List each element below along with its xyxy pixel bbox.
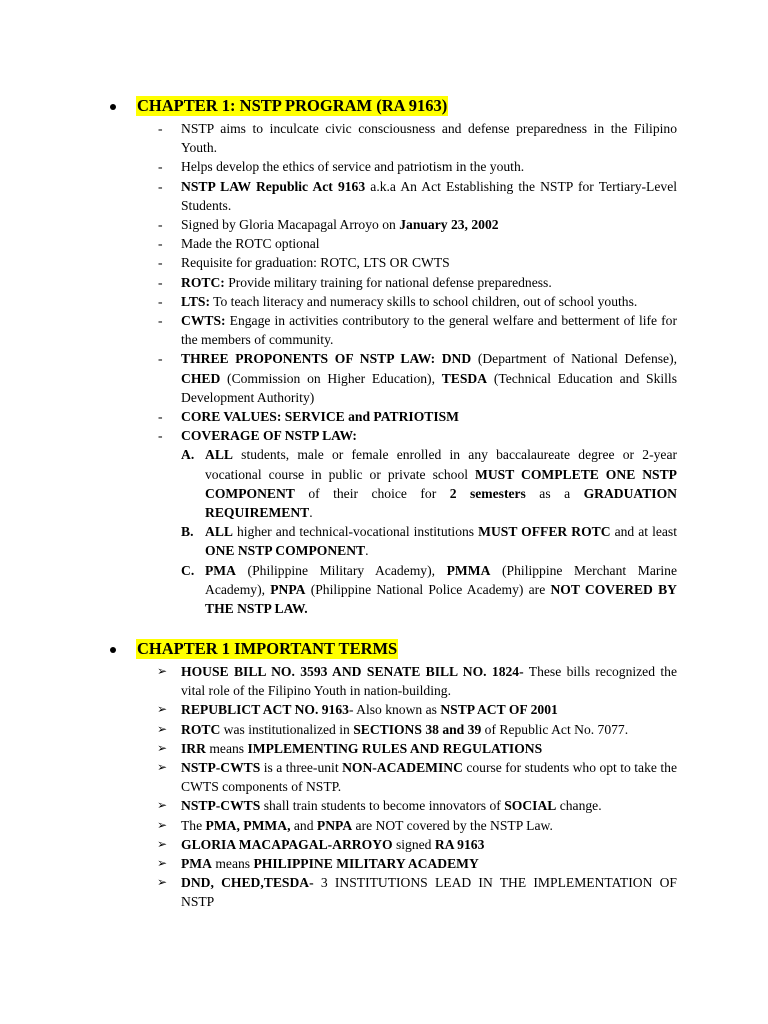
- term-item: [155, 739, 677, 758]
- list-item: [155, 157, 677, 176]
- text-run: course for students who opt to take the CWTS components of NSTP.: [181, 760, 677, 795]
- term-text: [181, 702, 558, 717]
- dash-bullet-icon: -: [158, 217, 163, 233]
- coverage-item: [181, 445, 677, 522]
- text-run: Requisite for graduation: ROTC, LTS OR CWTS: [181, 255, 450, 271]
- arrow-bullet-icon: ➢: [157, 664, 168, 678]
- bold-text: ALL: [205, 524, 233, 540]
- text-run: was institutionalized in: [220, 721, 354, 737]
- term-item: [155, 796, 677, 815]
- bold-text: DND, CHED,TESDA-: [181, 875, 314, 891]
- bold-text: CWTS:: [181, 313, 226, 329]
- dash-bullet-icon: -: [158, 428, 163, 444]
- bold-text: PMA: [205, 562, 236, 578]
- bullet-icon: [110, 647, 116, 653]
- coverage-text: [205, 447, 677, 520]
- bold-text: NSTP LAW Republic Act 9163: [181, 178, 366, 194]
- chapter-2-title: CHAPTER 1 IMPORTANT TERMS: [137, 639, 398, 658]
- text-run: - Also known as: [348, 702, 441, 718]
- list-item: [155, 253, 677, 272]
- coverage-text: [205, 524, 677, 558]
- bold-text: PMMA: [446, 562, 491, 578]
- bold-text: ROTC:: [181, 274, 225, 290]
- term-text: [181, 741, 542, 756]
- text-run: signed: [392, 836, 435, 852]
- text-run: change.: [556, 798, 602, 814]
- dash-bullet-icon: -: [158, 255, 163, 271]
- bold-text: IMPLEMENTING RULES AND REGULATIONS: [247, 740, 543, 756]
- bold-text: NOT COVERED BY THE NSTP LAW.: [205, 581, 677, 617]
- text-run: students, male or female enrolled in any baccalaureate degree or 2-year vocational course in public or private school: [205, 447, 677, 482]
- bold-text: ONE NSTP COMPONENT: [205, 543, 366, 559]
- coverage-letter: C.: [181, 562, 195, 578]
- text-run: are NOT covered by the NSTP Law.: [352, 817, 553, 833]
- bold-text: TESDA: [441, 370, 488, 386]
- text-run: (Philippine Merchant Marine Academy),: [205, 562, 678, 597]
- term-text: [181, 760, 677, 794]
- bold-text: NON-ACADEMINC: [342, 760, 463, 776]
- list-item: [155, 292, 677, 311]
- text-run: Made the ROTC optional: [181, 236, 320, 252]
- chapter-2-list: [155, 662, 677, 912]
- coverage-text: [205, 563, 677, 616]
- bold-text: NSTP-CWTS: [181, 760, 261, 776]
- list-item-text: [181, 428, 357, 443]
- bold-text: HOUSE BILL NO. 3593 AND SENATE BILL NO. 1824-: [181, 664, 524, 679]
- term-item: [155, 720, 677, 739]
- arrow-bullet-icon: ➢: [157, 856, 168, 871]
- term-item: [155, 816, 677, 835]
- dash-bullet-icon: -: [158, 274, 163, 290]
- text-run: (Commission on Higher Education),: [220, 370, 442, 386]
- term-item: [155, 873, 677, 911]
- list-item-text: [181, 313, 677, 347]
- text-run: .: [309, 505, 313, 521]
- list-item-text: [181, 179, 677, 213]
- bold-text: THREE PROPONENTS OF NSTP LAW: DND: [181, 351, 472, 367]
- term-text: [181, 837, 484, 852]
- text-run: (Department of National Defense),: [471, 351, 677, 367]
- term-item: [155, 835, 677, 854]
- dash-bullet-icon: -: [158, 409, 163, 425]
- text-run: is a three-unit: [260, 760, 343, 776]
- text-run: and: [290, 817, 317, 833]
- term-item: [155, 700, 677, 719]
- text-run: and at least: [610, 524, 677, 540]
- bullet-icon: [110, 104, 116, 110]
- arrow-bullet-icon: ➢: [157, 836, 168, 851]
- dash-bullet-icon: -: [158, 121, 163, 136]
- arrow-bullet-icon: ➢: [157, 875, 168, 890]
- bold-text: LTS:: [181, 293, 210, 309]
- term-item: [155, 662, 677, 700]
- text-run: The: [181, 817, 206, 833]
- term-text: [181, 798, 602, 813]
- coverage-item: [181, 522, 677, 560]
- bold-text: PNPA: [316, 817, 353, 833]
- list-item-text: [181, 294, 637, 309]
- list-item-text: [181, 409, 459, 424]
- coverage-letter: A.: [181, 447, 195, 463]
- bold-text: CORE VALUES: SERVICE and PATRIOTISM: [181, 409, 460, 425]
- bold-text: PMA, PMMA,: [205, 817, 291, 833]
- list-item: [155, 177, 677, 215]
- bold-text: SOCIAL: [504, 798, 557, 814]
- text-run: Signed by Gloria Macapagal Arroyo on: [181, 217, 400, 233]
- list-item: [155, 311, 677, 349]
- term-item: [155, 854, 677, 873]
- bold-text: SECTIONS 38 and 39: [353, 721, 482, 737]
- dash-bullet-icon: -: [158, 293, 163, 309]
- text-run: (Philippine National Police Academy) are: [305, 581, 551, 597]
- term-text: [181, 664, 677, 698]
- list-item-text: [181, 275, 552, 290]
- dash-bullet-icon: -: [158, 236, 163, 252]
- bold-text: ROTC: [181, 721, 221, 737]
- coverage-letter: B.: [181, 524, 194, 540]
- list-item: [155, 349, 677, 407]
- dash-bullet-icon: -: [158, 351, 163, 367]
- bold-text: GLORIA MACAPAGAL-ARROYO: [181, 836, 393, 852]
- bold-text: COVERAGE OF NSTP LAW:: [181, 428, 357, 444]
- text-run: Engage in activities contributory to the general welfare and betterment of life for the members of community.: [181, 313, 677, 348]
- list-item: [155, 407, 677, 426]
- text-run: of Republic Act No. 7077.: [481, 721, 629, 737]
- bold-text: January 23, 2002: [399, 217, 499, 233]
- text-run: higher and technical-vocational institutions: [232, 524, 479, 540]
- text-run: of their choice for: [294, 485, 450, 501]
- bold-text: NSTP ACT OF 2001: [440, 702, 558, 718]
- list-item: [155, 273, 677, 292]
- bold-text: PNPA: [270, 581, 306, 597]
- arrow-bullet-icon: ➢: [157, 721, 168, 736]
- list-item-text: [181, 121, 677, 155]
- text-run: 3 INSTITUTIONS LEAD IN THE IMPLEMENTATION OF NSTP: [181, 875, 677, 910]
- text-run: NSTP aims to inculcate civic consciousness and defense preparedness in the Filipino Youth.: [181, 121, 677, 156]
- list-item-text: [181, 236, 320, 251]
- list-item: [155, 119, 677, 157]
- bold-text: CHED: [181, 370, 221, 386]
- text-run: means: [211, 856, 254, 872]
- bold-text: RA 9163: [434, 836, 485, 852]
- bold-text: REPUBLICT ACT NO. 9163: [181, 702, 349, 718]
- bold-text: IRR: [181, 740, 206, 756]
- bold-text: ALL: [205, 447, 233, 463]
- text-run: Provide military training for national defense preparedness.: [224, 274, 552, 290]
- bold-text: PHILIPPINE MILITARY ACADEMY: [253, 856, 479, 872]
- bold-text: PMA: [181, 856, 212, 872]
- term-text: [181, 875, 677, 909]
- list-item: [155, 234, 677, 253]
- arrow-bullet-icon: ➢: [157, 702, 168, 717]
- arrow-bullet-icon: ➢: [157, 817, 168, 832]
- bold-text: GRADUATION REQUIREMENT: [205, 485, 677, 521]
- chapter-1-title: CHAPTER 1: NSTP PROGRAM (RA 9163): [137, 96, 448, 115]
- text-run: as a: [525, 485, 584, 501]
- list-item-text: [181, 351, 677, 404]
- dash-bullet-icon: -: [158, 313, 163, 329]
- bold-text: NSTP-CWTS: [181, 798, 261, 814]
- term-item: [155, 758, 677, 796]
- text-run: .: [365, 543, 369, 559]
- bold-text: MUST OFFER ROTC: [478, 524, 611, 540]
- term-text: [181, 818, 553, 833]
- list-item: [155, 215, 677, 234]
- coverage-item: [181, 561, 677, 619]
- bold-text: 2 semesters: [449, 485, 526, 501]
- arrow-bullet-icon: ➢: [157, 798, 168, 813]
- chapter-2-heading: [110, 639, 398, 659]
- list-item: [155, 426, 677, 618]
- text-run: means: [205, 740, 248, 756]
- text-run: (Philippine Military Academy),: [235, 562, 447, 578]
- chapter-1-heading: [110, 96, 448, 116]
- list-item-text: [181, 159, 524, 174]
- list-item-text: [181, 217, 499, 232]
- bold-text: MUST COMPLETE ONE NSTP COMPONENT: [205, 466, 677, 501]
- text-run: Helps develop the ethics of service and patriotism in the youth.: [181, 159, 525, 175]
- text-run: To teach literacy and numeracy skills to school children, out of school youths.: [209, 293, 638, 309]
- text-run: (Technical Education and Skills Development Authority): [181, 370, 677, 405]
- term-text: [181, 722, 628, 737]
- arrow-bullet-icon: ➢: [157, 740, 168, 755]
- arrow-bullet-icon: ➢: [157, 760, 168, 775]
- term-text: [181, 856, 479, 871]
- dash-bullet-icon: -: [158, 159, 163, 175]
- dash-bullet-icon: -: [158, 178, 163, 194]
- text-run: shall train students to become innovators of: [260, 798, 505, 814]
- text-run: These bills recognized the vital role of the Filipino Youth in nation-building.: [181, 664, 677, 699]
- chapter-1-list: [155, 119, 677, 618]
- list-item-text: [181, 255, 450, 270]
- coverage-list: [181, 445, 677, 618]
- text-run: a.k.a An Act Establishing the NSTP for Tertiary-Level Students.: [181, 178, 678, 213]
